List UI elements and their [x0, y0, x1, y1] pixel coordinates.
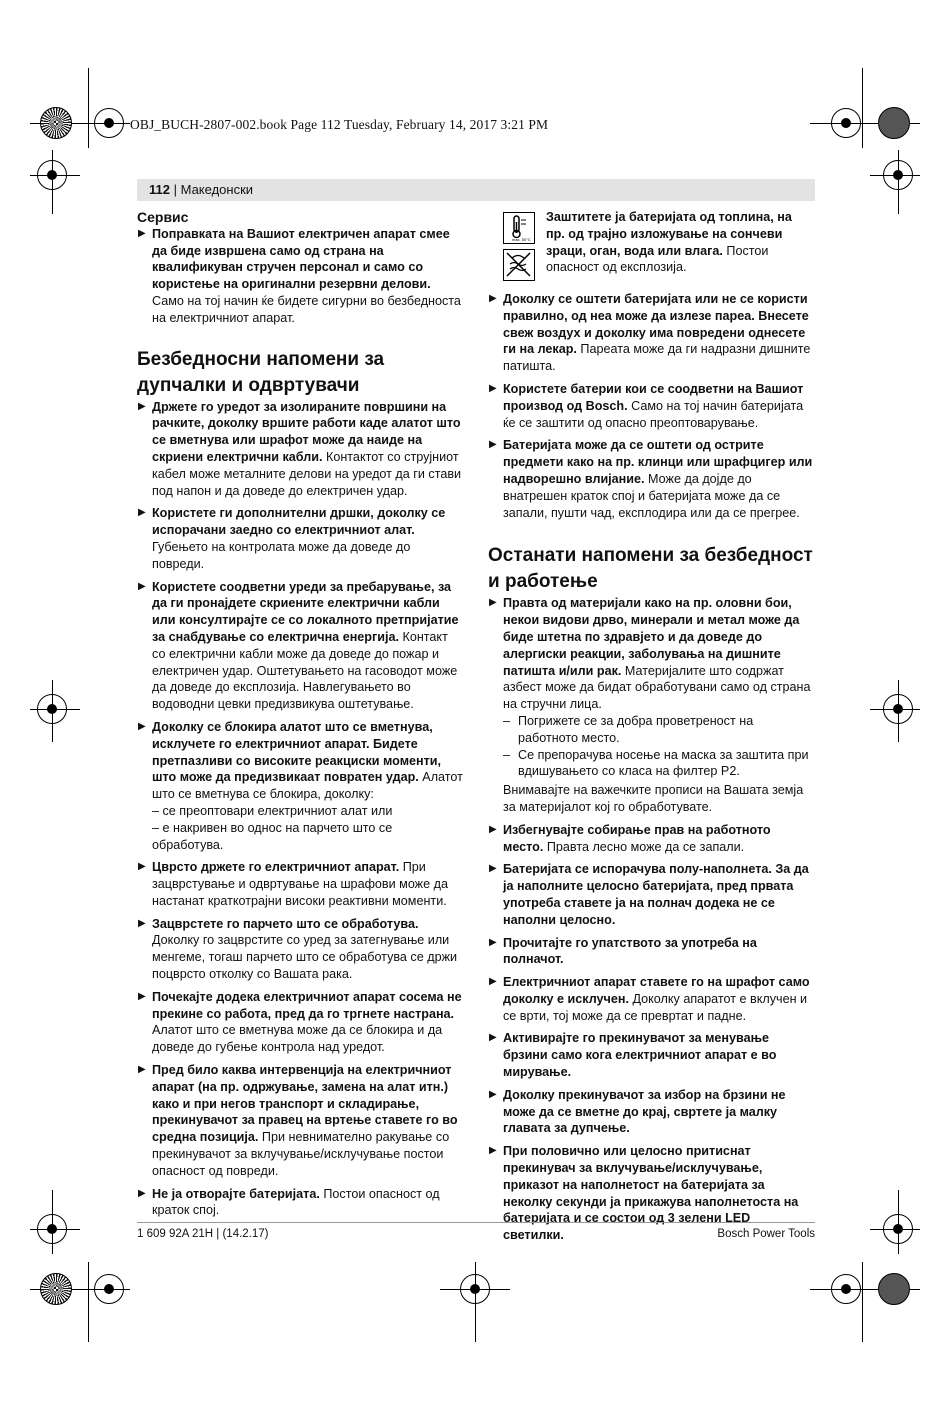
list-item	[488, 437, 814, 521]
item-bold: Почекајте додека електричниот апарат сосема не прекине со работа, пред да го тргнете настрана.	[152, 989, 462, 1021]
footer-rule	[137, 1222, 815, 1223]
page-number-lang: 112 | Македонски	[149, 182, 254, 197]
bullet-arrow-icon: ▶	[489, 439, 497, 451]
item-text: Само на тој начин батеријата ќе се заштити од опасно преоптоварување.	[503, 398, 804, 430]
registration-mark	[883, 1214, 913, 1244]
bullet-arrow-icon: ▶	[489, 1145, 497, 1157]
file-header: OBJ_BUCH-2807-002.book Page 112 Tuesday, February 14, 2017 3:21 PM	[130, 117, 549, 132]
item-bold: Правта од материјали како на пр. оловни бои, некои видови дрво, минерали и метал може да биде штетна по здравјето и да доведе до алергиски реакции, заболувања на дишните патишта и/или рак.	[503, 596, 800, 678]
list-item	[137, 579, 463, 713]
bullet-arrow-icon: ▶	[489, 1032, 497, 1044]
item-text: Може да дојде до внатрешен краток спој и батеријата може да се запали, пушти чад, експлодира или да се прегрее.	[503, 471, 800, 520]
crop-mark	[862, 68, 863, 148]
item-bold: Зацврстете го парчето што се обработува.	[152, 916, 419, 931]
regs-note: Внимавајте на важечките прописи на Вашата земја за материјалот кој го обработувате.	[503, 783, 804, 814]
dash-text: Се препорачува носење на маска за заштита при вдишувањето со класа на филтер P2.	[518, 747, 809, 779]
item-text: Алатот што се вметнува се блокира, доколку:	[152, 770, 463, 802]
item-bold: Користете соодветни уреди за пребарување, за да ги пронајдете скриените електрични кабли или консултирајте се со локалното претпријатие за снабдување со електрична енергија.	[152, 579, 459, 644]
color-rosette	[40, 1273, 72, 1305]
list-item	[488, 974, 814, 1024]
bullet-arrow-icon: ▶	[138, 227, 146, 239]
item-text: При невнимателно ракување со прекинувачот за вклучување/исклучување постои опасност од повреди.	[152, 1130, 450, 1178]
item-text: Контактот со струјниот кабел може металните делови на уредот да ги стави под напон и да доведе до електричен удар.	[152, 449, 462, 498]
registration-mark	[37, 1214, 67, 1244]
bullet-arrow-icon: ▶	[489, 823, 497, 835]
item-text: Доколку го зацврстите со уред за затегнување или менгеме, тогаш парчето што се обработува се држи поцврсто отколку со Вашата рака.	[152, 933, 458, 982]
bullet-arrow-icon: ▶	[138, 861, 146, 873]
bullet-arrow-icon: ▶	[489, 1088, 497, 1100]
right-items-list	[488, 822, 814, 1244]
dash-text: Погрижете се за добра проветреност на работното место.	[518, 713, 754, 745]
item-bold: Поправката на Вашиот електричен апарат смее да биде извршена само од страна на квалификуван стручен персонал и само со користење на оригинални резервни делови.	[152, 226, 450, 292]
list-item	[488, 381, 814, 431]
registration-mark	[94, 108, 124, 138]
bullet-arrow-icon: ▶	[489, 293, 497, 304]
list-item	[488, 822, 814, 856]
color-rosette	[878, 1273, 910, 1305]
right-items-list	[488, 291, 814, 521]
color-rosette	[40, 107, 72, 139]
service-heading: Сервис	[137, 209, 189, 225]
footer-right: Bosch Power Tools	[717, 1228, 815, 1240]
sub-item: – е накривен во однос на парчето што се обработува.	[152, 820, 393, 852]
registration-mark	[883, 694, 913, 724]
page-header-band	[137, 179, 815, 201]
item-bold: Активирајте го прекинувачот за менување брзини само кога електричниот апарат е во мирување.	[503, 1031, 777, 1080]
item-bold: Доколку се блокира алатот што се вметнува, исклучете го електричниот апарат. Бидете претпазливи со високите реакциски моменти, што може да предизвикаат повратен удар.	[152, 719, 442, 785]
right-column	[488, 209, 814, 1250]
list-item	[137, 719, 463, 853]
item-bold: Избегнувајте собирање прав на работното место.	[503, 822, 771, 854]
item-text: Правта лесно може да се запали.	[543, 839, 745, 854]
item-text: Само на тој начин ќе бидете сигурни во безбедноста на електричниот апарат.	[152, 293, 461, 325]
footer-left: 1 609 92A 21H | (14.2.17)	[137, 1228, 269, 1240]
bullet-arrow-icon: ▶	[489, 597, 497, 609]
item-text: Губењето на контролата може да доведе до повреди.	[152, 539, 411, 571]
item-text: Материјалите што содржат азбест може да бидат обработувани само од страна на стручни лица.	[503, 663, 811, 712]
item-text: Постои опасност од краток спој.	[152, 1186, 440, 1218]
crop-mark	[88, 1262, 89, 1342]
item-bold: Заштитете ја батеријата од топлина, на пр. од трајно изложување на сончеви зраци, оган, вода или влага.	[546, 210, 792, 258]
item-bold: Користете ги дополнителни дршки, доколку се испорачани заедно со електричниот алат.	[152, 506, 446, 538]
list-item	[488, 595, 814, 713]
dash-item: – Се препорачува носење на маска за заштита при вдишувањето со класа на филтер P2.	[503, 747, 809, 779]
item-bold: Доколку прекинувачот за избор на брзини не може да се вметне до крај, свртете ја малку главата за дупчење.	[503, 1087, 786, 1136]
bullet-arrow-icon: ▶	[138, 720, 146, 732]
section-heading: Безбедносни напомени за дупчалки и одвртувачи	[137, 348, 385, 396]
item-text: Пареата може да ги надразни дишните патишта.	[503, 342, 811, 374]
item-text: При зацврстување и одвртување на шрафови може да настанат краткотрајни високи реактивни моменти.	[152, 860, 448, 908]
bullet-arrow-icon: ▶	[138, 1187, 146, 1199]
item-bold: Држете го уредот за изолираните површини на рачките, доколку вршите работи каде алатот што се вметнува или шрафот може да наиде на скриени електрични кабли.	[152, 399, 461, 464]
no-water-icon	[503, 249, 535, 281]
item-bold: Електричниот апарат ставете го на шрафот само доколку е исклучен.	[503, 975, 810, 1006]
registration-mark	[94, 1274, 124, 1304]
color-rosette	[878, 107, 910, 139]
item-text: Алатот што се вметнува може да се блокира и да доведе до губење контрола над уредот.	[152, 1023, 443, 1055]
left-items-list	[137, 399, 463, 1220]
list-item	[137, 859, 463, 909]
bullet-arrow-icon: ▶	[489, 863, 497, 875]
list-item	[137, 1062, 463, 1180]
item-bold: Користете батерии кои се соодветни на Вашиот производ од Bosch.	[503, 381, 804, 413]
page-language: Македонски	[180, 182, 254, 197]
bullet-arrow-icon: ▶	[489, 976, 497, 988]
bullet-arrow-icon: ▶	[138, 580, 146, 592]
registration-mark	[831, 108, 861, 138]
list-item	[488, 1030, 814, 1080]
icon-warning-block	[488, 209, 814, 277]
item-text: Контакт со електрични кабли може да доведе до пожар и електричен удар. Оштетувањето на гасоводот може да доведе до експлозија. Навлегувањето во водоводни цевки предизвикува оштетување.	[152, 629, 458, 712]
page-number: 112	[149, 182, 170, 197]
registration-mark	[831, 1274, 861, 1304]
bullet-arrow-icon: ▶	[138, 507, 146, 519]
item-bold: При половично или целосно притиснат прекинувач за вклучување/исклучување, приказот на наполнетост на батеријата за неколку секунди ја прикажува наполнетоста на батеријата и се состои од 3 зелени LED светилки.	[503, 1144, 799, 1243]
item-bold: Пред било каква интервенција на електричниот апарат (на пр. одржување, замена на алат итн.) како и при негов транспорт и складирање, прекинувачот за правец на вртење ставете го во средна позиција.	[152, 1063, 458, 1145]
thermo-label: max. 50°C	[512, 237, 531, 242]
registration-mark	[883, 160, 913, 190]
bullet-arrow-icon: ▶	[489, 382, 497, 394]
list-item	[137, 916, 463, 983]
list-item	[488, 861, 814, 928]
item-bold: Не ја отворајте батеријата.	[152, 1186, 320, 1201]
bullet-arrow-icon: ▶	[138, 990, 146, 1002]
bullet-arrow-icon: ▶	[138, 1064, 146, 1076]
dash-item: – Погрижете се за добра проветреност на работното место.	[503, 713, 754, 745]
item-bold: Батеријата може да се оштети од острите предмети како на пр. клинци или шрафцигер или надворешно влијание.	[503, 438, 813, 486]
registration-mark	[37, 160, 67, 190]
list-item	[137, 505, 463, 572]
crop-mark	[88, 68, 89, 148]
list-item	[137, 399, 463, 500]
section-heading: Останати напомени за безбедност и работење	[488, 545, 813, 593]
crop-mark	[862, 1262, 863, 1342]
list-item	[488, 291, 814, 375]
left-column	[137, 209, 463, 1225]
bullet-arrow-icon: ▶	[489, 936, 497, 948]
item-bold: Доколку се оштети батеријата или не се користи правилно, од неа може да излезе пареа. Внесете свеж воздух и доколку има повредени однесете ги на лекар.	[503, 292, 809, 357]
bullet-arrow-icon: ▶	[138, 400, 146, 412]
item-bold: Прочитајте го упатството за употреба на полначот.	[503, 935, 757, 967]
thermometer-icon	[503, 212, 535, 244]
registration-mark	[460, 1274, 490, 1304]
bullet-arrow-icon: ▶	[138, 917, 146, 929]
item-text: Доколку апаратот е вклучен и се врти, тој може да се превртат и падне.	[503, 991, 808, 1023]
item-bold: Цврсто држете го електричниот апарат.	[152, 860, 400, 875]
sub-item: – се преоптовари електричниот алат или	[152, 803, 393, 818]
item-text: Постои опасност од експлозија.	[546, 243, 769, 275]
list-item	[488, 1087, 814, 1137]
item-bold: Батеријата се испорачува полу-наполнета. За да ја наполните целосно батеријата, пред првата употреба ставете ја на полнач додека не се наполни целосно.	[503, 862, 809, 927]
list-item	[488, 935, 814, 969]
list-item	[137, 1186, 463, 1220]
registration-mark	[37, 694, 67, 724]
list-item	[137, 226, 463, 327]
list-item	[137, 989, 463, 1056]
